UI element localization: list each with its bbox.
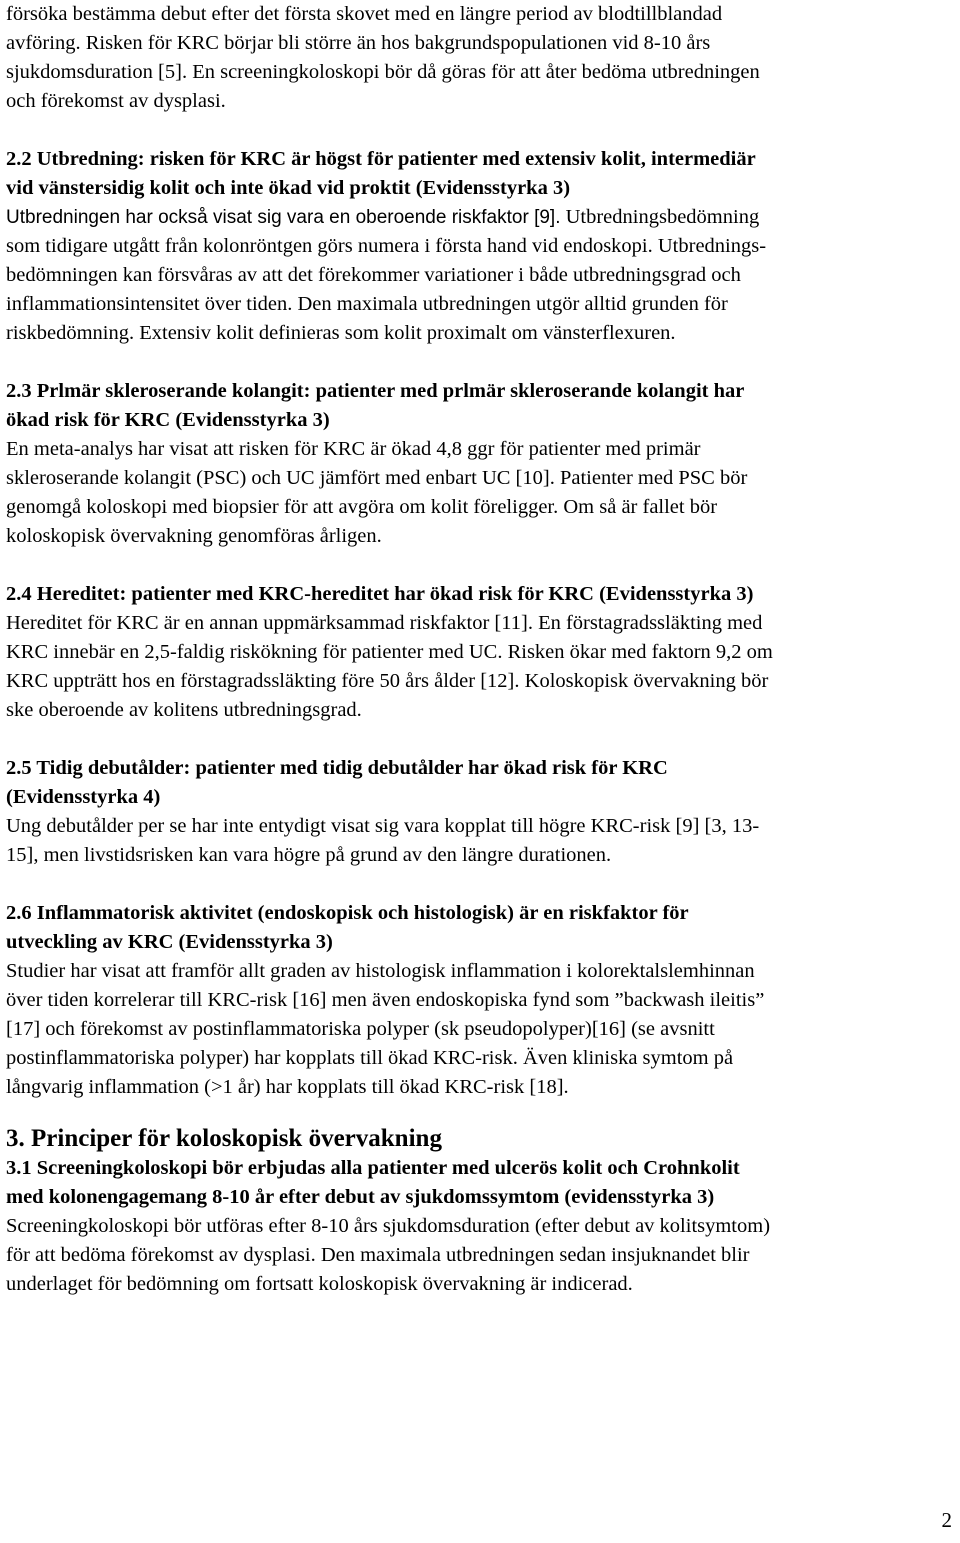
section-heading: utveckling av KRC (Evidensstyrka 3): [6, 931, 333, 953]
text-line: Studier har visat att framför allt graden av histologisk inflammation i kolorektalslemhinnan: [6, 960, 755, 982]
text-line: Ung debutålder per se har inte entydigt visat sig vara kopplat till högre KRC-risk [9] [3, 13-: [6, 815, 760, 837]
document-page: [6, 0, 948, 1299]
text-line: 15], men livstidsrisken kan vara högre på grund av den längre durationen.: [6, 844, 612, 866]
text-line: ske oberoende av kolitens utbredningsgrad.: [6, 699, 362, 721]
page-number: 2: [941, 1508, 952, 1532]
text-line: försöka bestämma debut efter det första skovet med en längre period av blodtillblandad: [6, 3, 723, 25]
text-line: över tiden korrelerar till KRC-risk [16] men även endoskopiska fynd som ”backwash ileitis”: [6, 989, 765, 1011]
section-heading: 2.2 Utbredning: risken för KRC är högst för patienter med extensiv kolit, intermediär: [6, 148, 756, 170]
text-line: långvarig inflammation (>1 år) har kopplats till ökad KRC-risk [18].: [6, 1076, 569, 1098]
text-line: bedömningen kan försvåras av att det förekommer variationer i både utbredningsgrad och: [6, 264, 741, 286]
text-line: [17] och förekomst av postinflammatoriska polyper (sk pseudopolyper)[16] (se avsnitt: [6, 1018, 715, 1040]
text-run-sans: Utbredningen har också visat sig vara en oberoende riskfaktor [9].: [6, 207, 561, 228]
section-2-3: [6, 377, 948, 551]
text-line: och förekomst av dysplasi.: [6, 90, 226, 112]
section-2-4: [6, 580, 948, 725]
text-line: koloskopisk övervakning genomföras årligen.: [6, 525, 382, 547]
text-line: postinflammatoriska polyper) har kopplats till ökad KRC-risk. Även kliniska symtom på: [6, 1047, 734, 1069]
text-line: Screeningkoloskopi bör utföras efter 8-10 års sjukdomsduration (efter debut av kolitsymtom): [6, 1215, 771, 1237]
section-heading: 2.4 Hereditet: patienter med KRC-hereditet har ökad risk för KRC (Evidensstyrka 3): [6, 583, 754, 605]
section-heading: (Evidensstyrka 4): [6, 786, 161, 808]
section-3: [6, 1124, 948, 1154]
section-heading: 3.1 Screeningkoloskopi bör erbjudas alla patienter med ulcerös kolit och Crohnkolit: [6, 1157, 740, 1179]
text-line: Hereditet för KRC är en annan uppmärksammad riskfaktor [11]. En förstagradssläkting med: [6, 612, 763, 634]
section-heading: vid vänstersidig kolit och inte ökad vid proktit (Evidensstyrka 3): [6, 177, 571, 199]
section-heading: ökad risk för KRC (Evidensstyrka 3): [6, 409, 330, 431]
intro-paragraph: [6, 0, 948, 116]
section-2-5: [6, 754, 948, 870]
section-2-2: [6, 145, 948, 348]
text-line: [6, 203, 948, 232]
chapter-heading: 3. Principer för koloskopisk övervakning: [6, 1125, 442, 1152]
text-line: KRC innebär en 2,5-faldig riskökning för patienter med UC. Risken ökar med faktorn 9,2 om: [6, 641, 773, 663]
section-heading: 2.5 Tidig debutålder: patienter med tidig debutålder har ökad risk för KRC: [6, 757, 668, 779]
text-line: underlaget för bedömning om fortsatt koloskopisk övervakning är indicerad.: [6, 1273, 633, 1295]
section-heading: med kolonengagemang 8-10 år efter debut av sjukdomssymtom (evidensstyrka 3): [6, 1186, 715, 1208]
text-line: sjukdomsduration [5]. En screeningkoloskopi bör då göras för att åter bedöma utbredningen: [6, 61, 760, 83]
text-line: skleroserande kolangit (PSC) och UC jämfört med enbart UC [10]. Patienter med PSC bör: [6, 467, 748, 489]
text-line: KRC uppträtt hos en förstagradssläkting före 50 års ålder [12]. Koloskopisk övervakning bör: [6, 670, 769, 692]
text-line: En meta-analys har visat att risken för KRC är ökad 4,8 ggr för patienter med primär: [6, 438, 701, 460]
text-line: inflammationsintensitet över tiden. Den maximala utbredningen utgör alltid grunden för: [6, 293, 728, 315]
text-line: för att bedöma förekomst av dysplasi. Den maximala utbredningen sedan insjuknandet blir: [6, 1244, 750, 1266]
text-run: Utbredningsbedömning: [565, 206, 760, 228]
section-2-6: [6, 899, 948, 1102]
section-3-1: [6, 1154, 948, 1299]
section-heading: 2.3 Prlmär skleroserande kolangit: patienter med prlmär skleroserande kolangit har: [6, 380, 745, 402]
text-line: riskbedömning. Extensiv kolit definieras som kolit proximalt om vänsterflexuren.: [6, 322, 676, 344]
text-line: som tidigare utgått från kolonröntgen görs numera i första hand vid endoskopi. Utbrednings-: [6, 235, 767, 257]
text-line: avföring. Risken för KRC börjar bli större än hos bakgrundspopulationen vid 8-10 års: [6, 32, 711, 54]
text-line: genomgå koloskopi med biopsier för att avgöra om kolit föreligger. Om så är fallet bör: [6, 496, 718, 518]
section-heading: 2.6 Inflammatorisk aktivitet (endoskopisk och histologisk) är en riskfaktor för: [6, 902, 689, 924]
